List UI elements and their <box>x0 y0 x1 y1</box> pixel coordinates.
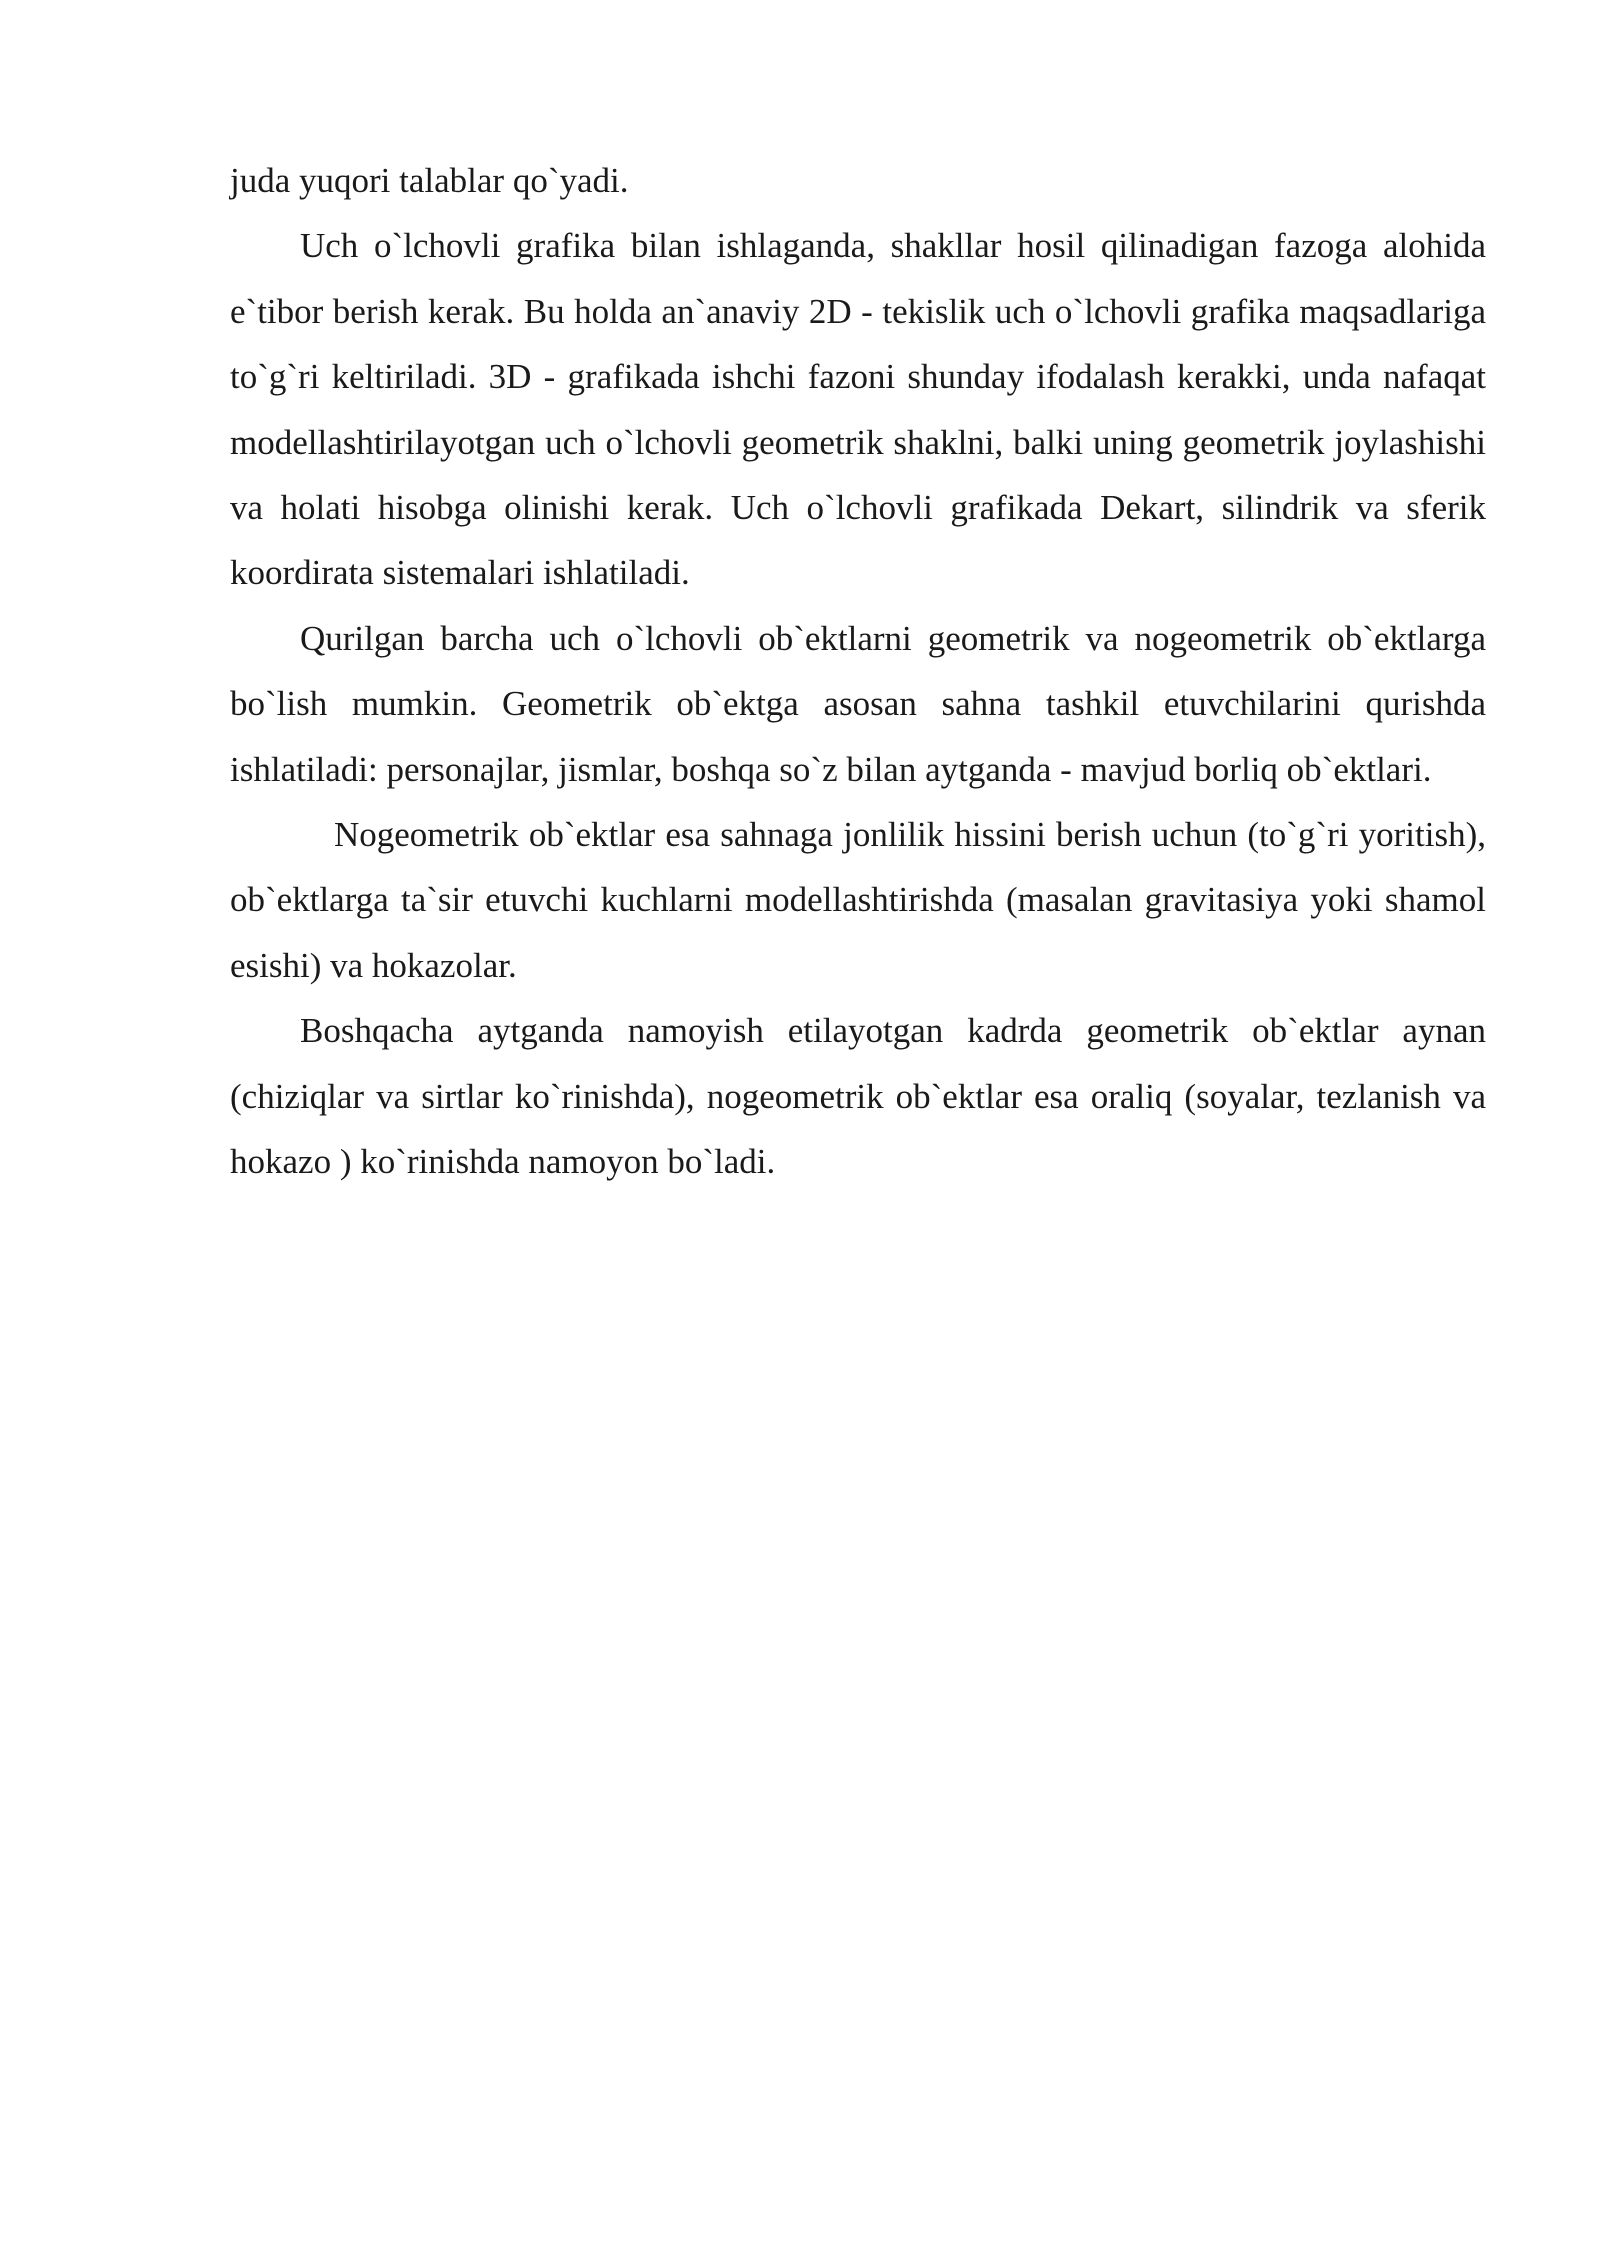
paragraph-continuation: juda yuqori talablar qo`yadi. <box>230 161 629 200</box>
paragraph-nongeometric-objects: Nogeometrik ob`ektlar esa sahnaga jonlilik hissini berish uchun (to`g`ri yoritish), ob`ektlarga ta`sir etuvchi kuchlarni modellashtirishda (masalan gravitasiya yoki shamol esishi) va hokazolar. <box>230 815 1486 985</box>
paragraph-3d-graphics-space: Uch o`lchovli grafika bilan ishlaganda, shakllar hosil qilinadigan fazoga alohida e`tibor berish kerak. Bu holda an`anaviy 2D - tekislik uch o`lchovli grafika maqsadlariga to`g`ri keltiriladi. 3D - grafikada ishchi fazoni shunday ifodalash kerakki, unda nafaqat modellashtirilayotgan uch o`lchovli geometrik shaklni, balki uning geometrik joylashishi va holati hisobga olinishi kerak. Uch o`lchovli grafikada Dekart, silindrik va sferik koordirata sistemalari ishlatiladi. <box>230 226 1486 593</box>
paragraph-object-classification: Qurilgan barcha uch o`lchovli ob`ektlarni geometrik va nogeometrik ob`ektlarga bo`lish mumkin. Geometrik ob`ektga asosan sahna tashkil etuvchilarini qurishda ishlatiladi: personajlar, jismlar, boshqa so`z bilan aytganda - mavjud borliq ob`ektlari. <box>230 618 1486 789</box>
paragraph-frame-display: Boshqacha aytganda namoyish etilayotgan kadrda geometrik ob`ektlar aynan (chiziqlar va sirtlar ko`rinishda), nogeometrik ob`ektlar esa oraliq (soyalar, tezlanish va hokazo ) ko`rinishda namoyon bo`ladi. <box>230 1011 1486 1182</box>
document-body <box>230 148 1486 1195</box>
